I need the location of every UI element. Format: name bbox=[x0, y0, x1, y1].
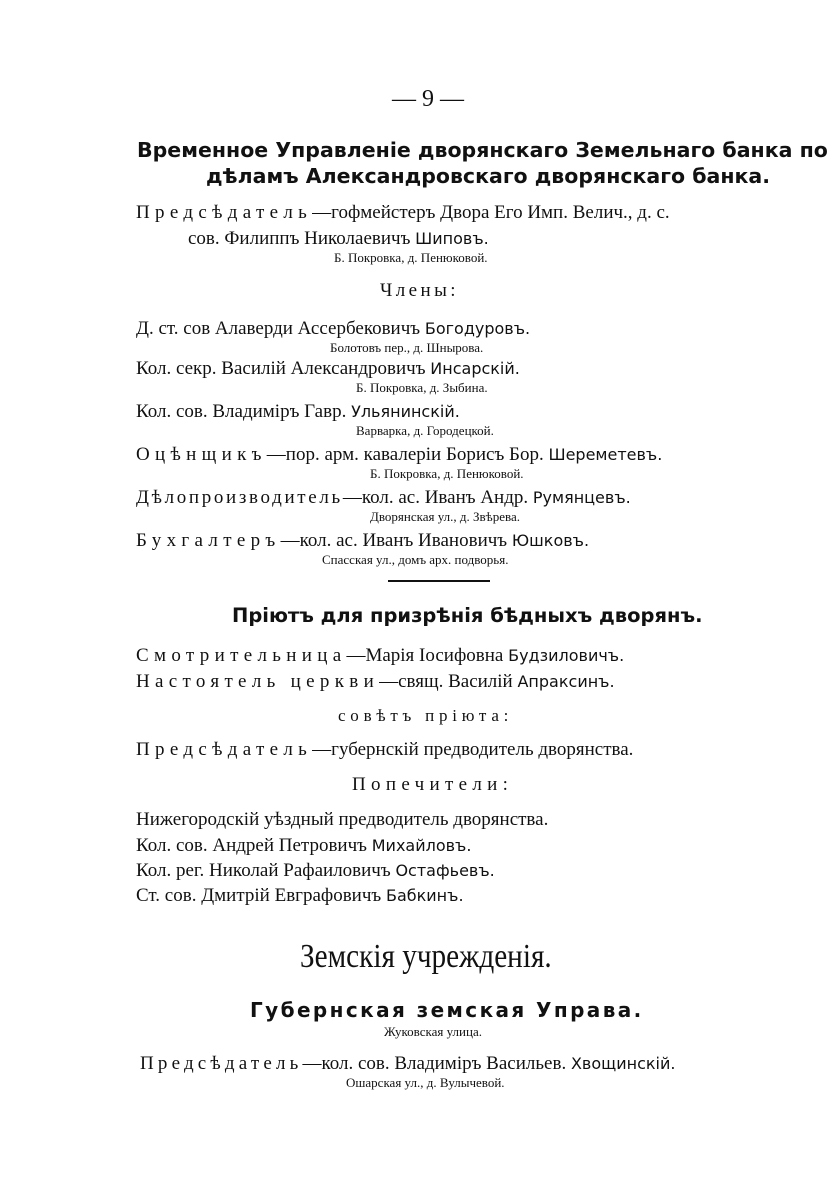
council-chairman-text: —губернскій предводитель дворянства. bbox=[312, 739, 634, 760]
zemstvo-chairman-surname: Хвощинскій. bbox=[570, 1054, 676, 1073]
member-row bbox=[136, 318, 530, 340]
priest-role: Настоятель церкви bbox=[136, 671, 380, 692]
member-surname: Богодуровъ. bbox=[424, 319, 531, 338]
trustee-text: Кол. сов. Андрей Петровичъ bbox=[136, 835, 367, 856]
trustee-row bbox=[136, 860, 495, 882]
council-chairman-row bbox=[136, 739, 633, 761]
member-surname: Инсарскій. bbox=[430, 359, 520, 378]
member-name: Кол. сов. Владиміръ Гавр. bbox=[136, 401, 347, 422]
clerk-row bbox=[136, 487, 631, 509]
council-chairman-role: Предсѣдатель bbox=[136, 739, 313, 760]
trustee-surname: Остафьевъ. bbox=[395, 861, 495, 880]
warden-text: —Марія Іосифовна bbox=[346, 645, 504, 666]
member-row bbox=[136, 401, 460, 423]
trustee-row bbox=[136, 885, 464, 907]
trustees-heading: Попечители: bbox=[352, 774, 514, 795]
chairman-surname: Шиповъ. bbox=[415, 229, 489, 248]
warden-role: Смотрительница bbox=[136, 645, 347, 666]
shelter-title: Пріютъ для призрѣнія бѣдныхъ дворянъ. bbox=[232, 604, 703, 627]
appraiser-address: Б. Покровка, д. Пенюковой. bbox=[370, 466, 524, 481]
member-surname: Ульянинскій. bbox=[351, 402, 460, 421]
council-heading: совѣтъ пріюта: bbox=[338, 706, 514, 725]
clerk-address: Дворянская ул., д. Звѣрева. bbox=[370, 509, 520, 524]
zemstvo-chairman-row bbox=[140, 1053, 675, 1075]
zemstvo-chairman-role: Предсѣдатель bbox=[140, 1053, 303, 1074]
clerk-text: —кол. ас. Иванъ Андр. bbox=[342, 487, 529, 508]
member-name: Д. ст. сов Алаверди Ассербековичъ bbox=[136, 318, 421, 339]
chairman-name: сов. Филиппъ Николаевичъ bbox=[188, 228, 411, 249]
bank-chairman-line-1 bbox=[136, 202, 670, 224]
bank-title-line-1: Временное Управленіе дворянскаго Земельнаго банка по bbox=[137, 138, 828, 162]
chairman-role: Предсѣдатель bbox=[136, 202, 313, 223]
zemstvo-title: Земскія учрежденія. bbox=[300, 938, 552, 975]
trustee-surname: Бабкинъ. bbox=[385, 886, 464, 905]
trustee-text: Нижегородскій уѣздный предводитель дворянства. bbox=[136, 809, 549, 830]
bank-chairman-line-2 bbox=[188, 228, 489, 250]
member-address: Варварка, д. Городецкой. bbox=[356, 423, 494, 438]
warden-surname: Будзиловичъ. bbox=[508, 646, 625, 665]
trustee-text: Кол. рег. Николай Рафаиловичъ bbox=[136, 860, 391, 881]
trustee-row bbox=[136, 809, 548, 831]
page-number: — 9 — bbox=[392, 86, 464, 112]
member-address: Б. Покровка, д. Зыбина. bbox=[356, 380, 488, 395]
priest-surname: Апраксинъ. bbox=[517, 672, 615, 691]
accountant-text: —кол. ас. Иванъ Ивановичъ bbox=[280, 530, 508, 551]
section-divider bbox=[388, 580, 490, 582]
zemstvo-chairman-text: —кол. сов. Владиміръ Васильев. bbox=[302, 1053, 567, 1074]
accountant-role: Бухгалтеръ bbox=[136, 530, 281, 551]
trustee-text: Ст. сов. Дмитрій Евграфовичъ bbox=[136, 885, 382, 906]
member-row bbox=[136, 358, 520, 380]
appraiser-row bbox=[136, 444, 662, 466]
board-title: Губернская земская Управа. bbox=[250, 998, 644, 1022]
members-heading: Члены: bbox=[380, 280, 459, 301]
trustee-surname: Михайловъ. bbox=[371, 836, 472, 855]
trustee-row bbox=[136, 835, 471, 857]
chairman-text: —гофмейстеръ Двора Его Имп. Велич., д. с. bbox=[312, 202, 670, 223]
priest-row bbox=[136, 671, 615, 693]
warden-row bbox=[136, 645, 624, 667]
bank-title-line-2: дѣламъ Александровскаго дворянскаго банка. bbox=[206, 164, 771, 188]
accountant-address: Спасская ул., домъ арх. подворья. bbox=[322, 552, 509, 567]
bank-chairman-address: Б. Покровка, д. Пенюковой. bbox=[334, 250, 488, 265]
accountant-surname: Юшковъ. bbox=[511, 531, 590, 550]
appraiser-role: Оцѣнщикъ bbox=[136, 444, 267, 465]
appraiser-surname: Шереметевъ. bbox=[548, 445, 663, 464]
board-address: Жуковская улица. bbox=[384, 1024, 482, 1039]
priest-text: —свящ. Василій bbox=[379, 671, 513, 692]
zemstvo-chairman-address: Ошарская ул., д. Вулычевой. bbox=[346, 1075, 505, 1090]
member-name: Кол. секр. Василій Александровичъ bbox=[136, 358, 426, 379]
clerk-surname: Румянцевъ. bbox=[532, 488, 631, 507]
accountant-row bbox=[136, 530, 589, 552]
clerk-role: Дѣлопроизводитель bbox=[136, 487, 343, 508]
member-address: Болотовъ пер., д. Шнырова. bbox=[330, 340, 484, 355]
appraiser-text: —пор. арм. кавалеріи Борисъ Бор. bbox=[266, 444, 544, 465]
